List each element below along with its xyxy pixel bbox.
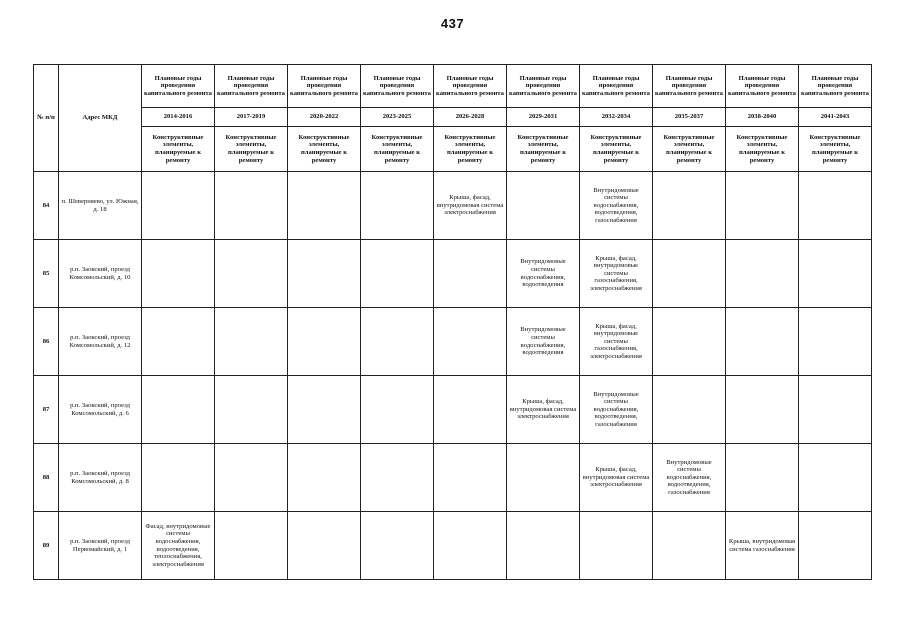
row-address: р.п. Заокский, проезд Комсомольский, д. 10 (59, 240, 142, 308)
planned-years-header: Плановые годы проведения капитального ремонта (288, 65, 361, 108)
repair-elements-cell: Фасад, внутридомовые системы водоснабжения, водоотведения, теплоснабжения, электроснабжения (142, 512, 215, 580)
period-header: 2029-2031 (507, 108, 580, 127)
repair-elements-cell (142, 240, 215, 308)
repair-elements-cell: Крыша, фасад, внутридомовая система электроснабжения (580, 444, 653, 512)
period-header: 2017-2019 (215, 108, 288, 127)
repair-elements-cell (142, 376, 215, 444)
repair-elements-cell (726, 308, 799, 376)
table-row (34, 444, 872, 512)
planned-years-header: Плановые годы проведения капитального ремонта (215, 65, 288, 108)
repair-elements-cell (142, 172, 215, 240)
period-header: 2020-2022 (288, 108, 361, 127)
repair-elements-cell (799, 444, 872, 512)
repair-elements-cell (361, 444, 434, 512)
repair-elements-cell (215, 444, 288, 512)
column-header-address: Адрес МКД (59, 65, 142, 172)
table-row (34, 240, 872, 308)
repair-elements-cell (361, 376, 434, 444)
elements-header: Конструктивные элементы, планируемые к ремонту (507, 127, 580, 172)
elements-header: Конструктивные элементы, планируемые к ремонту (434, 127, 507, 172)
planned-years-header: Плановые годы проведения капитального ремонта (653, 65, 726, 108)
planned-years-header: Плановые годы проведения капитального ремонта (726, 65, 799, 108)
capital-repair-table (33, 64, 872, 580)
planned-years-header: Плановые годы проведения капитального ремонта (799, 65, 872, 108)
planned-years-header: Плановые годы проведения капитального ремонта (507, 65, 580, 108)
repair-elements-cell (361, 172, 434, 240)
period-header: 2026-2028 (434, 108, 507, 127)
row-address: р.п. Заокский, проезд Комсомольский, д. 12 (59, 308, 142, 376)
repair-elements-cell (653, 512, 726, 580)
repair-elements-cell (799, 240, 872, 308)
table-row (34, 512, 872, 580)
row-number: 86 (34, 308, 59, 376)
repair-elements-cell (215, 240, 288, 308)
repair-elements-cell (215, 172, 288, 240)
elements-header: Конструктивные элементы, планируемые к ремонту (215, 127, 288, 172)
repair-elements-cell: Крыша, фасад, внутридомовые системы газоснабжения, электроснабжения (580, 240, 653, 308)
repair-elements-cell (434, 444, 507, 512)
table-row (34, 172, 872, 240)
table-row (34, 376, 872, 444)
repair-elements-cell (653, 172, 726, 240)
period-header: 2023-2025 (361, 108, 434, 127)
repair-elements-cell (580, 512, 653, 580)
repair-elements-cell (288, 444, 361, 512)
repair-elements-cell (215, 308, 288, 376)
repair-elements-cell (726, 444, 799, 512)
repair-elements-cell (799, 172, 872, 240)
period-header: 2032-2034 (580, 108, 653, 127)
repair-elements-cell: Внутридомовые системы водоснабжения, водоотведения (507, 240, 580, 308)
period-header: 2014-2016 (142, 108, 215, 127)
period-header: 2035-2037 (653, 108, 726, 127)
planned-years-header: Плановые годы проведения капитального ремонта (580, 65, 653, 108)
period-header: 2038-2040 (726, 108, 799, 127)
repair-elements-cell (288, 376, 361, 444)
column-header-number: № п/п (34, 65, 59, 172)
repair-elements-cell (288, 240, 361, 308)
repair-elements-cell: Внутридомовые системы водоснабжения, водоотведения (507, 308, 580, 376)
repair-elements-cell (361, 240, 434, 308)
table-row (34, 308, 872, 376)
repair-elements-cell (507, 512, 580, 580)
repair-elements-cell (142, 308, 215, 376)
repair-elements-cell (288, 172, 361, 240)
repair-elements-cell (726, 172, 799, 240)
row-number: 85 (34, 240, 59, 308)
repair-elements-cell (507, 172, 580, 240)
elements-header: Конструктивные элементы, планируемые к ремонту (580, 127, 653, 172)
table-header (34, 65, 872, 172)
repair-elements-cell (726, 376, 799, 444)
row-number: 87 (34, 376, 59, 444)
repair-elements-cell (288, 512, 361, 580)
repair-elements-cell (799, 512, 872, 580)
repair-elements-cell (361, 308, 434, 376)
repair-elements-cell (434, 240, 507, 308)
elements-header: Конструктивные элементы, планируемые к ремонту (361, 127, 434, 172)
repair-elements-cell (434, 376, 507, 444)
elements-header: Конструктивные элементы, планируемые к ремонту (726, 127, 799, 172)
row-address: р.п. Заокский, проезд Комсомольский, д. 8 (59, 444, 142, 512)
repair-elements-cell (361, 512, 434, 580)
elements-header: Конструктивные элементы, планируемые к ремонту (288, 127, 361, 172)
row-address: п. Шеверняево, ул. Южная, д. 18 (59, 172, 142, 240)
row-number: 88 (34, 444, 59, 512)
row-number: 89 (34, 512, 59, 580)
repair-elements-cell (653, 376, 726, 444)
table-body (34, 172, 872, 580)
page-number: 437 (440, 16, 465, 31)
repair-elements-cell (799, 308, 872, 376)
repair-elements-cell (215, 376, 288, 444)
repair-elements-cell: Крыша, внутридомовая система газоснабжения (726, 512, 799, 580)
planned-years-header: Плановые годы проведения капитального ремонта (361, 65, 434, 108)
repair-elements-cell (434, 308, 507, 376)
repair-elements-cell: Крыша, фасад, внутридомовая система электроснабжения (507, 376, 580, 444)
repair-elements-cell (799, 376, 872, 444)
elements-header: Конструктивные элементы, планируемые к ремонту (799, 127, 872, 172)
repair-elements-cell (142, 444, 215, 512)
elements-header: Конструктивные элементы, планируемые к ремонту (653, 127, 726, 172)
row-address: р.п. Заокский, проезд Первомайский, д. 1 (59, 512, 142, 580)
repair-elements-cell (726, 240, 799, 308)
repair-elements-cell (507, 444, 580, 512)
repair-elements-cell (653, 308, 726, 376)
planned-years-header: Плановые годы проведения капитального ремонта (142, 65, 215, 108)
repair-elements-cell (288, 308, 361, 376)
repair-elements-cell (653, 240, 726, 308)
repair-elements-cell (215, 512, 288, 580)
row-number: 84 (34, 172, 59, 240)
period-header: 2041-2043 (799, 108, 872, 127)
repair-elements-cell: Внутридомовые системы водоснабжения, водоотведения, газоснабжения (653, 444, 726, 512)
elements-header: Конструктивные элементы, планируемые к ремонту (142, 127, 215, 172)
planned-years-header: Плановые годы проведения капитального ремонта (434, 65, 507, 108)
row-address: р.п. Заокский, проезд Комсомольский, д. 6 (59, 376, 142, 444)
repair-elements-cell: Внутридомовые системы водоснабжения, водоотведения, газоснабжения (580, 376, 653, 444)
repair-elements-cell (434, 512, 507, 580)
repair-elements-cell: Крыша, фасад, внутридомовые системы газоснабжения, электроснабжения (580, 308, 653, 376)
repair-elements-cell: Внутридомовые системы водоснабжения, водоотведения, газоснабжения (580, 172, 653, 240)
repair-elements-cell: Крыша, фасад, внутридомовая система электроснабжения (434, 172, 507, 240)
